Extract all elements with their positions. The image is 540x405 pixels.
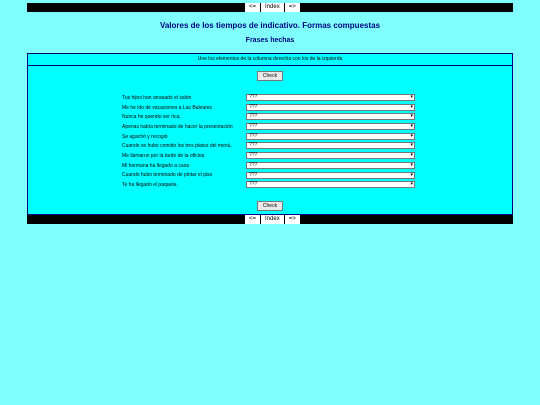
chevron-down-icon: ▾: [410, 94, 413, 100]
top-nav-buttons: [245, 3, 300, 12]
top-nav-bar: [27, 3, 513, 12]
list-item: [122, 93, 413, 103]
list-item: [122, 171, 413, 181]
select-value: ???: [249, 113, 258, 120]
answer-select[interactable]: [246, 172, 415, 179]
chevron-down-icon: ▾: [410, 132, 413, 139]
answer-select[interactable]: [246, 113, 415, 120]
chevron-down-icon: ▾: [410, 181, 413, 188]
answer-select[interactable]: [246, 104, 415, 111]
chevron-down-icon: ▾: [410, 171, 413, 178]
next-page-button[interactable]: =>: [285, 215, 300, 224]
check-button-top[interactable]: Check: [257, 71, 283, 81]
page-subtitle: Frases hechas: [245, 37, 295, 44]
answer-select[interactable]: [246, 133, 415, 140]
index-button[interactable]: Index: [261, 3, 284, 12]
phrase-label: Me llamaron por la tarde de la oficina: [122, 152, 205, 159]
phrase-label: Se agachó y recogió: [122, 133, 168, 140]
next-page-button[interactable]: =>: [285, 3, 300, 12]
select-value: ???: [249, 103, 258, 110]
phrase-label: Apenas había terminado de hacer la presentación: [122, 123, 233, 130]
select-value: ???: [249, 142, 258, 149]
phrase-label: Tus hijos han arrasado el salón: [122, 94, 192, 101]
select-value: ???: [249, 181, 258, 188]
phrase-label: Cuando se hubo comido los tres platos del menú,: [122, 143, 232, 150]
select-value: ???: [249, 132, 258, 139]
chevron-down-icon: ▾: [410, 142, 413, 149]
list-item: [122, 141, 413, 151]
list-item: [122, 103, 413, 113]
page-title: Valores de los tiempos de indicativo. Formas compuestas: [159, 21, 381, 30]
index-button[interactable]: Index: [261, 215, 284, 224]
chevron-down-icon: ▾: [410, 103, 413, 110]
list-item: [122, 161, 413, 171]
chevron-down-icon: ▾: [410, 161, 413, 168]
exercise-panel: [27, 66, 513, 215]
chevron-down-icon: ▾: [410, 113, 413, 120]
select-value: ???: [249, 123, 258, 130]
phrase-label: Te ha llegado el paquete,: [122, 182, 178, 189]
answer-select[interactable]: [246, 152, 415, 159]
prev-page-button[interactable]: <=: [245, 3, 260, 12]
chevron-down-icon: ▾: [410, 152, 413, 159]
list-item: [122, 180, 413, 190]
list-item: [122, 151, 413, 161]
check-button-bottom[interactable]: Check: [257, 201, 283, 211]
bottom-nav-bar: [27, 215, 513, 224]
select-value: ???: [249, 161, 258, 168]
phrase-label: Nunca he querido ser rica,: [122, 114, 181, 121]
list-item: [122, 122, 413, 132]
answer-select[interactable]: [246, 162, 415, 169]
instructions: Une los elementos de la columna derecha con los de la izquierda: [27, 53, 513, 66]
phrase-label: Cuando hubo terminado de pintar el piso: [122, 172, 213, 179]
answer-select[interactable]: [246, 142, 415, 149]
select-value: ???: [249, 171, 258, 178]
prev-page-button[interactable]: <=: [245, 215, 260, 224]
matching-list: [122, 93, 413, 190]
select-value: ???: [249, 152, 258, 159]
answer-select[interactable]: [246, 181, 415, 188]
answer-select[interactable]: [246, 123, 415, 130]
bottom-nav-buttons: [245, 215, 300, 224]
chevron-down-icon: ▾: [410, 123, 413, 130]
list-item: [122, 132, 413, 142]
answer-select[interactable]: [246, 94, 415, 101]
phrase-label: Me he ido de vacaciones a Las Baleares: [122, 104, 213, 111]
list-item: [122, 112, 413, 122]
phrase-label: Mi hermana ha llegado a casa: [122, 162, 189, 169]
select-value: ???: [249, 94, 258, 100]
